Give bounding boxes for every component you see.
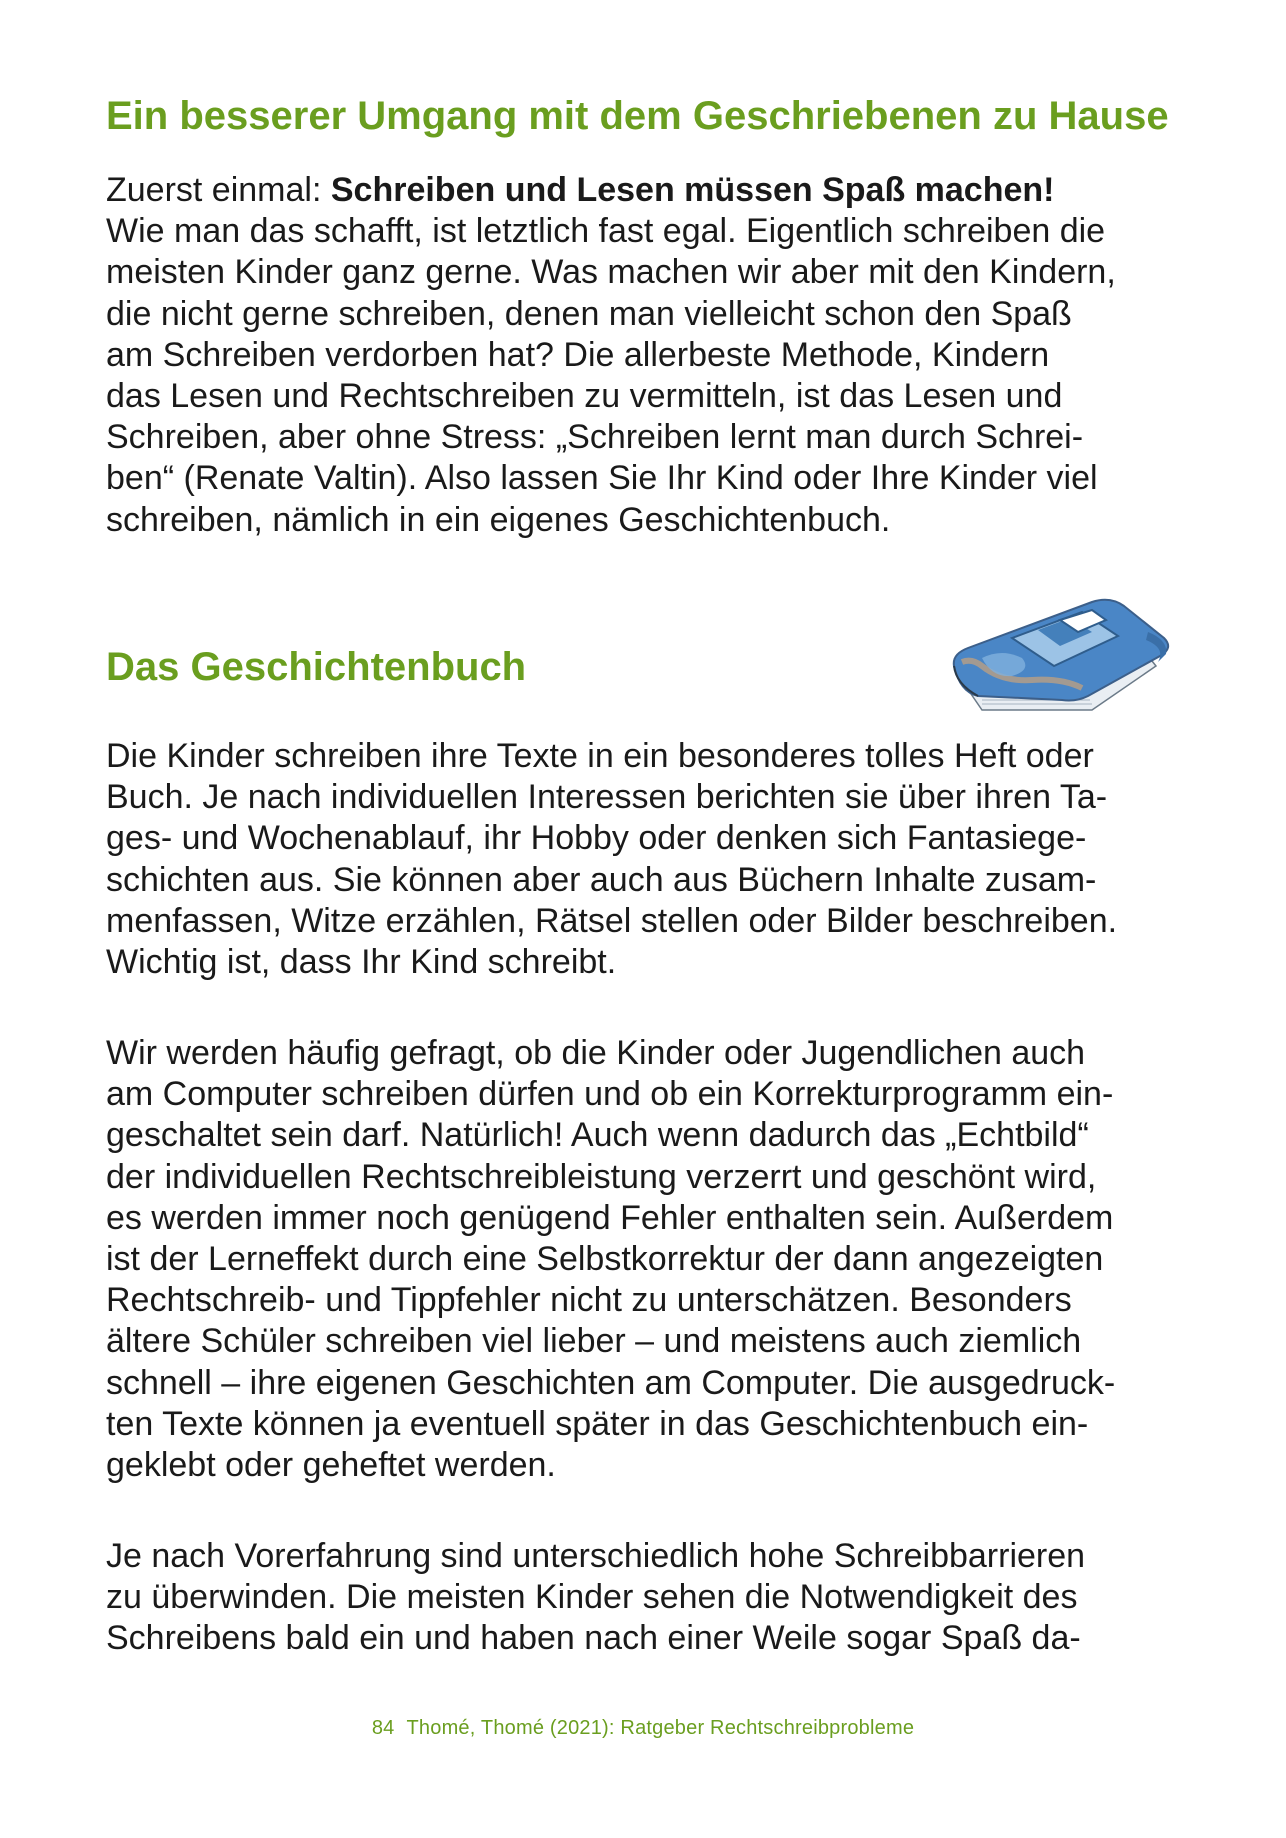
text-line: Wie man das schafft, ist letztlich fast egal. Eigentlich schreiben die <box>106 212 1106 251</box>
text-line: Wir werden häufig gefragt, ob die Kinder oder Jugendlichen auch <box>106 1034 1086 1072</box>
intro-lead-text: Zuerst einmal: <box>106 171 331 209</box>
page-footer <box>0 1717 1286 1740</box>
text-line: meisten Kinder ganz gerne. Was machen wir aber mit den Kindern, <box>106 253 1116 292</box>
text-line: ben“ (Renate Valtin). Also lassen Sie Ihr Kind oder Ihre Kinder viel <box>106 459 1098 498</box>
computer-writing-paragraph <box>106 1033 1115 1486</box>
text-line: menfassen, Witze erzählen, Rätsel stellen oder Bilder beschreiben. <box>106 901 1118 940</box>
text-line: am Computer schreiben dürfen und ob ein Korrekturprogramm ein- <box>106 1075 1114 1114</box>
text-line: das Lesen und Rechtschreiben zu vermitteln, ist das Lesen und <box>106 377 1063 416</box>
text-line: geschaltet sein darf. Natürlich! Auch wenn dadurch das „Echtbild“ <box>106 1116 1089 1155</box>
section-heading-home-writing: Ein besserer Umgang mit dem Geschriebenen zu Hause <box>106 94 1169 138</box>
story-book-paragraph <box>106 736 1117 983</box>
text-line: ten Texte können ja eventuell später in das Geschichtenbuch ein- <box>106 1404 1089 1443</box>
text-line: Die Kinder schreiben ihre Texte in ein besonderes tolles Heft oder <box>106 737 1094 775</box>
text-line: Schreibens bald ein und haben nach einer Weile sogar Spaß da- <box>106 1619 1081 1658</box>
intro-paragraph <box>106 170 1116 541</box>
text-line: schnell – ihre eigenen Geschichten am Computer. Die ausgedruck- <box>106 1363 1116 1402</box>
text-line: zu überwinden. Die meisten Kinder sehen die Notwendigkeit des <box>106 1578 1078 1617</box>
text-line: am Schreiben verdorben hat? Die allerbeste Methode, Kindern <box>106 335 1050 374</box>
text-line: ältere Schüler schreiben viel lieber – und meistens auch ziemlich <box>106 1322 1082 1361</box>
text-line: schichten aus. Sie können aber auch aus Büchern Inhalte zusam- <box>106 860 1097 899</box>
text-line: schreiben, nämlich in ein eigenes Geschichtenbuch. <box>106 500 891 539</box>
text-line: ges- und Wochenablauf, ihr Hobby oder denken sich Fantasiege- <box>106 819 1087 858</box>
intro-first-line <box>106 170 1116 211</box>
book-illustration-icon <box>942 592 1178 726</box>
text-line: ist der Lerneffekt durch eine Selbstkorrektur der dann angezeigten <box>106 1240 1104 1279</box>
section-heading-story-book: Das Geschichtenbuch <box>106 645 527 689</box>
text-line: Wichtig ist, dass Ihr Kind schreibt. <box>106 943 617 982</box>
text-line: der individuellen Rechtschreibleistung verzerrt und geschönt wird, <box>106 1157 1097 1196</box>
text-line: geklebt oder geheftet werden. <box>106 1446 556 1485</box>
text-line: Schreiben, aber ohne Stress: „Schreiben lernt man durch Schrei- <box>106 418 1084 457</box>
text-line: Buch. Je nach individuellen Interessen berichten sie über ihren Ta- <box>106 778 1108 817</box>
text-line: Je nach Vorerfahrung sind unterschiedlich hohe Schreibbarrieren <box>106 1537 1086 1575</box>
page-number: 84 <box>371 1717 395 1739</box>
intro-emphasis-text: Schreiben und Lesen müssen Spaß machen! <box>330 171 1055 209</box>
text-line: Rechtschreib- und Tippfehler nicht zu unterschätzen. Besonders <box>106 1281 1072 1320</box>
text-line: es werden immer noch genügend Fehler enthalten sein. Außerdem <box>106 1198 1114 1237</box>
text-line: die nicht gerne schreiben, denen man vielleicht schon den Spaß <box>106 294 1072 333</box>
writing-barriers-paragraph <box>106 1536 1085 1660</box>
footer-citation: Thomé, Thomé (2021): Ratgeber Rechtschreibprobleme <box>406 1717 915 1739</box>
